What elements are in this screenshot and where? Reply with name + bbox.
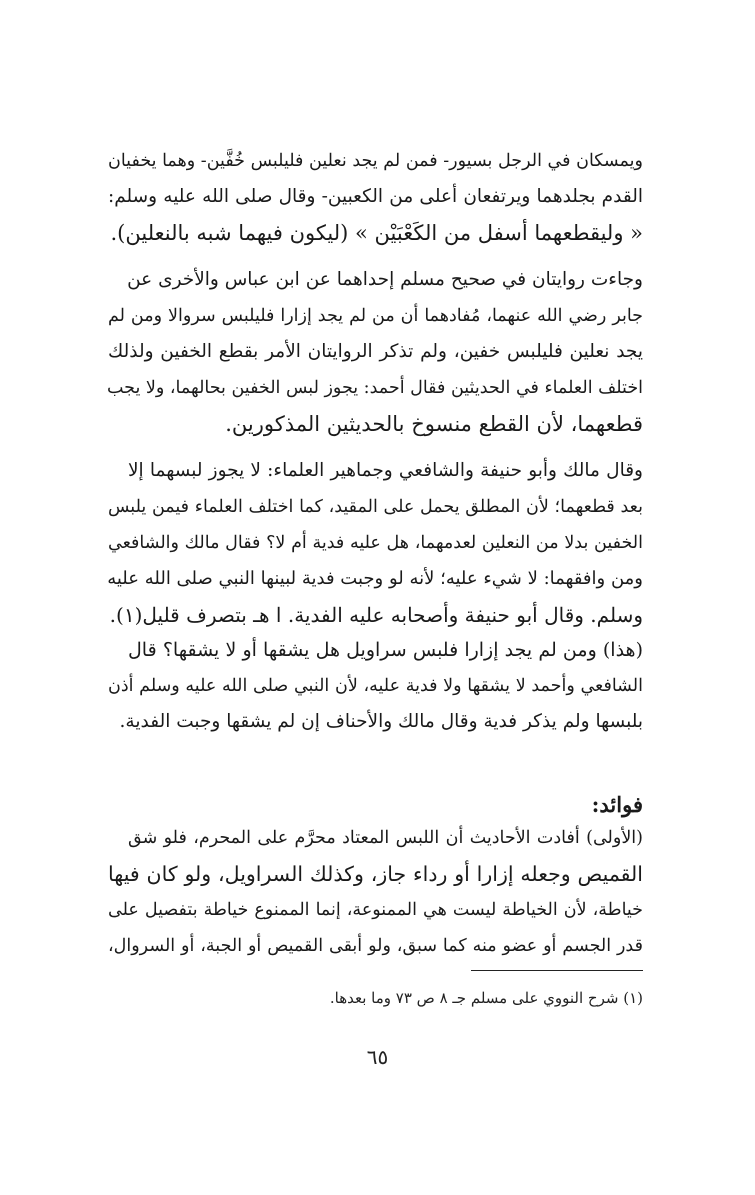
text-line: وجاءت روايتان في صحيح مسلم إحداهما عن ابن عباس والأخرى عن <box>127 269 643 290</box>
text-line: القدم بجلدهما ويرتفعان أعلى من الكعبين- وقال صلى الله عليه وسلم: <box>108 186 643 207</box>
text-line: القميص وجعله إزارا أو رداء جاز، وكذلك السراويل، ولو كان فيها <box>108 862 643 886</box>
section-heading: فوائد: <box>591 792 643 817</box>
text-line: « وليقطعهما أسفل من الكَعْبَيْن » (ليكون فيهما شبه بالنعلين). <box>110 221 643 245</box>
text-line: وسلم. وقال أبو حنيفة وأصحابه عليه الفدية. ا هـ بتصرف قليل(١). <box>109 603 643 627</box>
text-line: (هذا) ومن لم يجد إزارا فلبس سراويل هل يشقها أو لا يشقها؟ قال <box>128 639 643 661</box>
text-line: ويمسكان في الرجل بسيور- فمن لم يجد نعلين فليلبس خُفَّين- وهما يخفيان <box>108 151 643 171</box>
text-line: يجد نعلين فليلبس خفين، ولم تذكر الروايتان الأمر بقطع الخفين ولذلك <box>108 341 643 362</box>
text-line: قطعهما، لأن القطع منسوخ بالحديثين المذكورين. <box>225 412 643 436</box>
text-line: بعد قطعهما؛ لأن المطلق يحمل على المقيد، كما اختلف العلماء فيمن يلبس <box>108 497 643 517</box>
text-line: جابر رضي الله عنهما، مُفادهما أن من لم يجد إزارا فليلبس سروالا ومن لم <box>108 306 643 326</box>
text-line: قدر الجسم أو عضو منه كما سبق، ولو أبقى القميص أو الجبة، أو السروال، <box>108 936 643 956</box>
text-line: (الأولى) أفادت الأحاديث أن اللبس المعتاد محرَّم على المحرم، فلو شق <box>128 828 643 848</box>
page-number: ٦٥ <box>366 1045 389 1069</box>
text-line: ومن وافقهما: لا شيء عليه؛ لأنه لو وجبت فدية لبينها النبي صلى الله عليه <box>107 568 643 589</box>
text-line: الشافعي وأحمد لا يشقها ولا فدية عليه، لأن النبي صلى الله عليه وسلم أذن <box>108 676 643 696</box>
text-line: الخفين بدلا من النعلين لعدمهما، هل عليه فدية أم لا؟ فقال مالك والشافعي <box>108 533 643 553</box>
text-line: بلبسها ولم يذكر فدية وقال مالك والأحناف إن لم يشقها وجبت الفدية. <box>119 711 643 732</box>
text-line: اختلف العلماء في الحديثين فقال أحمد: يجوز لبس الخفين بحالهما، ولا يجب <box>107 378 643 398</box>
text-line: خياطة، لأن الخياطة ليست هي الممنوعة، إنما الممنوع خياطة بتفصيل على <box>108 900 643 920</box>
footnote: (١) شرح النووي على مسلم جـ ٨ ص ٧٣ وما بعدها. <box>329 989 643 1007</box>
footnote-divider <box>471 970 643 971</box>
text-line: وقال مالك وأبو حنيفة والشافعي وجماهير العلماء: لا يجوز لبسهما إلا <box>128 460 643 481</box>
